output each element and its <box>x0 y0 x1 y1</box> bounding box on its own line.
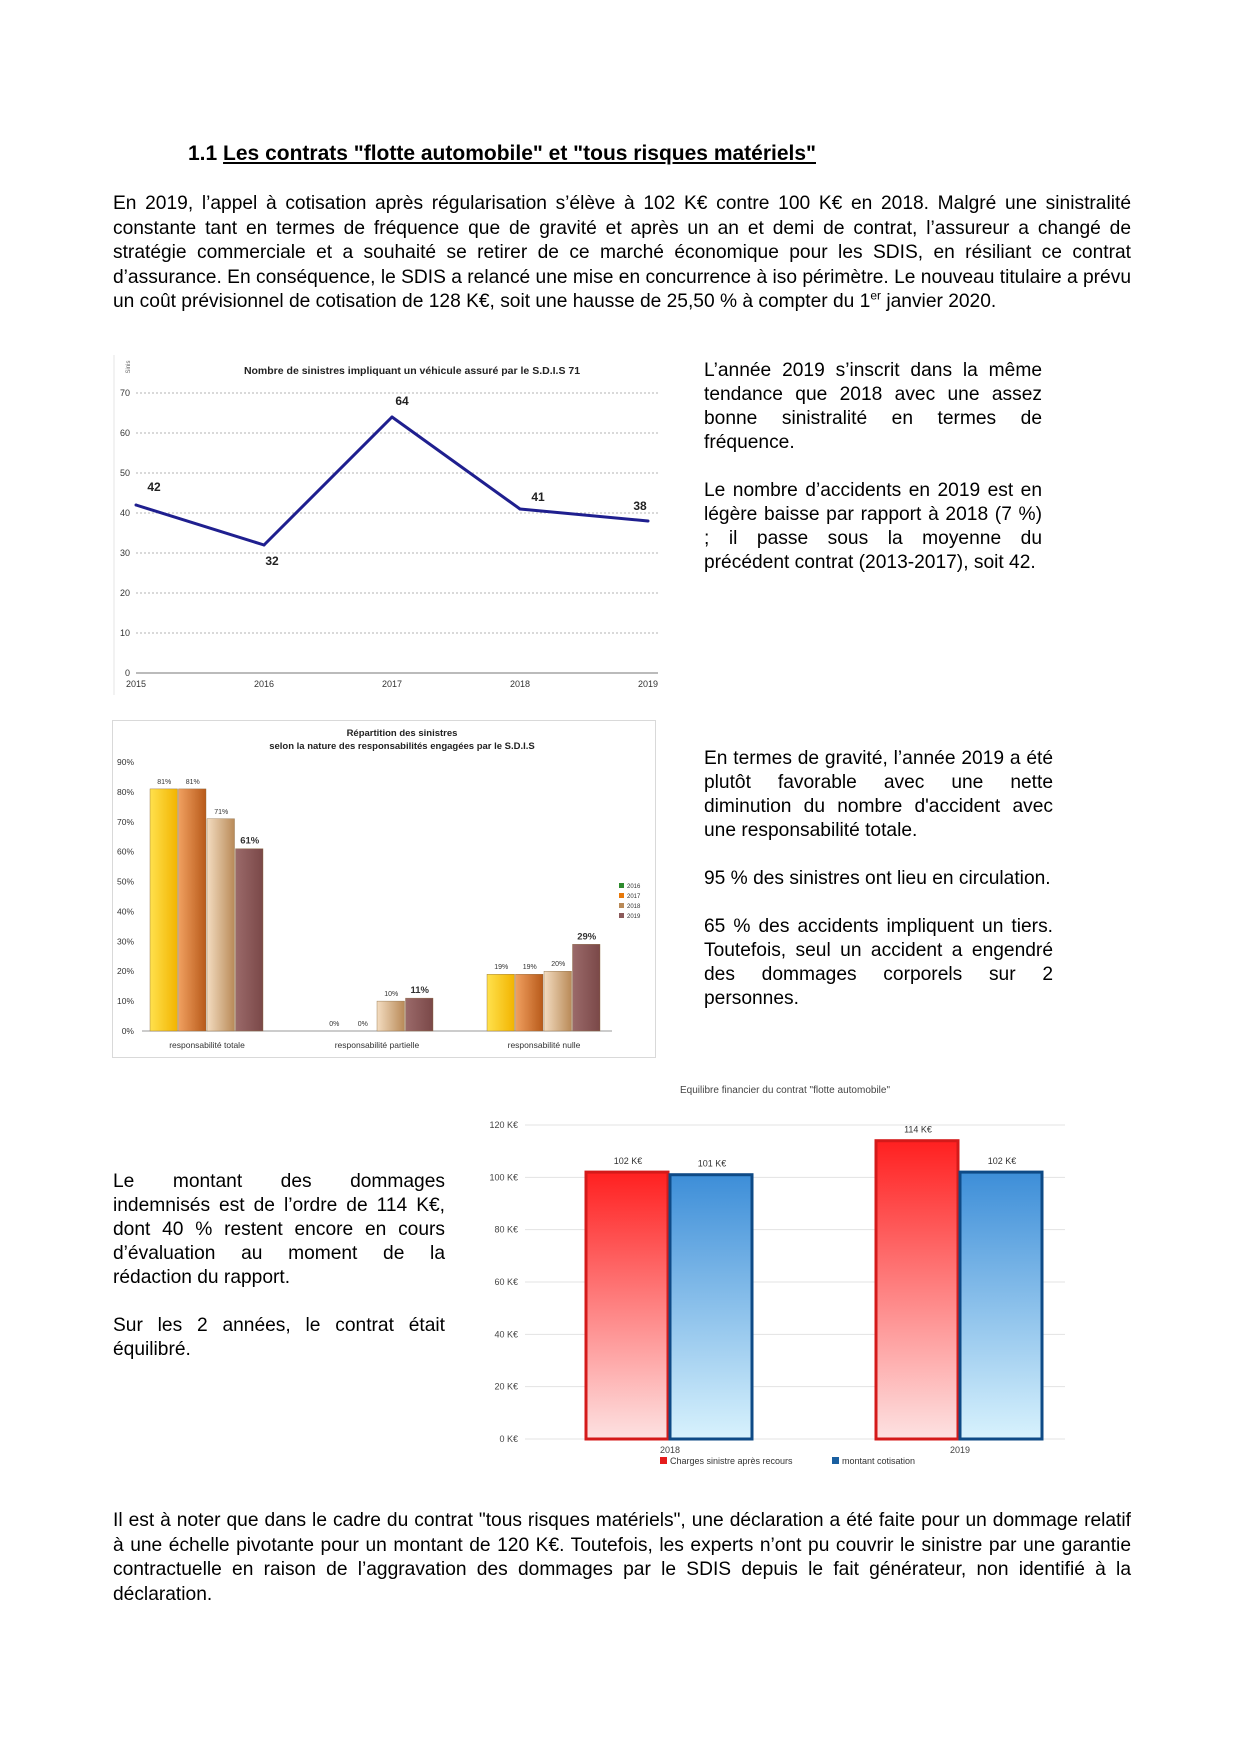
chart3-bar <box>586 1172 668 1439</box>
chart2-bar <box>207 819 235 1031</box>
chart1-xtick: 2015 <box>125 679 147 689</box>
chart2-bar-label: 11% <box>410 985 429 997</box>
chart2-title: Répartition des sinistres <box>346 728 458 739</box>
chart1-data-label: 42 <box>147 480 161 494</box>
chart2-bar-label: 20% <box>551 961 566 969</box>
chart1-point <box>391 416 394 419</box>
chart2-bar-label: 61% <box>240 835 260 847</box>
chart3-legend-swatch <box>832 1457 839 1464</box>
frequency-paragraph-2: Le nombre d’accidents en 2019 est en légère baisse par rapport à 2018 (7 %) ; il passe sous la moyenne du précédent contrat (2013-2017), soit 42. <box>704 480 1042 573</box>
chart1-xtick: 2019 <box>637 679 659 689</box>
chart2-legend-swatch <box>619 893 624 898</box>
chart1-ylabel: Sinis <box>126 360 132 374</box>
section-heading <box>188 142 816 166</box>
chart3-bar <box>670 1175 752 1439</box>
chart2-ytick: 50% <box>116 876 134 887</box>
chart2-legend-swatch <box>619 883 624 888</box>
chart1-ytick: 30 <box>119 548 130 558</box>
chart1-point <box>135 504 138 507</box>
chart2-legend-label: 2018 <box>627 904 641 910</box>
chart3-ytick: 120 K€ <box>489 1120 518 1130</box>
chart2-ytick: 10% <box>116 996 134 1007</box>
chart2-ytick: 30% <box>116 936 134 947</box>
intro-text: En 2019, l’appel à cotisation après régularisation s’élève à 102 K€ contre 100 K€ en 2018. Malgré une sinistralité constante tant en termes de fréquence que de gravité et après un an et demi de contrat, l’assureur a changé de stratégie commerciale et a souhaité se retirer de ce marché économique pour les SDIS, en résiliant ce contrat d’assurance. En conséquence, le SDIS a relancé une mise en concurrence à iso périmètre. Le nouveau titulaire a prévu un coût prévisionnel de cotisation de 128 K€, soit une hausse de 25,50 % à compter du 1 <box>113 193 1131 312</box>
chart1-ytick: 60 <box>119 428 130 438</box>
financial-paragraph-2: Sur les 2 années, le contrat était équilibré. <box>113 1315 445 1360</box>
intro-sup: er <box>870 288 882 303</box>
chart3-bar-label: 114 K€ <box>904 1124 932 1135</box>
chart2-ytick: 80% <box>116 786 134 797</box>
chart1-data-label: 41 <box>531 490 545 504</box>
chart2-bar-label: 19% <box>494 964 509 972</box>
chart2-bar <box>377 1001 405 1031</box>
chart1-point <box>263 544 266 547</box>
chart2-bar-label: 81% <box>157 778 172 786</box>
chart3-legend-swatch <box>660 1457 667 1464</box>
chart2-ytick: 60% <box>116 846 134 857</box>
chart2-bar <box>236 849 264 1031</box>
chart2-bar <box>179 789 207 1031</box>
chart2-bar <box>487 974 515 1031</box>
chart1-title: Nombre de sinistres impliquant un véhicule assuré par le S.D.I.S 71 <box>243 365 581 377</box>
chart1-point <box>647 520 650 523</box>
chart1-point <box>519 508 522 511</box>
chart2-legend-label: 2019 <box>627 914 641 920</box>
chart2-legend-swatch <box>619 903 624 908</box>
chart1-ytick: 70 <box>119 388 130 398</box>
line-chart-sinistres <box>112 355 672 700</box>
chart3-bar <box>960 1172 1042 1439</box>
chart2-bar <box>544 971 572 1031</box>
chart2-bar-label: 81% <box>185 778 200 786</box>
chart2-ytick: 70% <box>116 816 134 827</box>
chart3-bar-label: 102 K€ <box>613 1156 643 1167</box>
chart2-ytick: 20% <box>116 966 134 977</box>
bar-chart-responsabilites <box>112 720 656 1058</box>
side-text-frequency <box>704 359 1042 599</box>
chart3-bar <box>876 1141 958 1439</box>
chart2-bar <box>406 998 434 1031</box>
chart3-ytick: 100 K€ <box>489 1172 518 1183</box>
chart1-ytick: 20 <box>119 588 130 598</box>
chart2-ytick: 40% <box>116 906 134 917</box>
chart3-bar-label: 101 K€ <box>697 1158 727 1169</box>
chart2-bar <box>573 944 601 1031</box>
chart2-ytick: 90% <box>116 757 134 767</box>
chart2-bar-label: 10% <box>384 991 399 999</box>
chart3-category-label: 2019 <box>949 1445 971 1455</box>
chart2-legend-label: 2016 <box>627 884 641 890</box>
chart2-bar-label: 0% <box>329 1021 340 1028</box>
chart3-legend-label: Charges sinistre après recours <box>670 1456 793 1466</box>
section-title: Les contrats "flotte automobile" et "tous risques matériels" <box>223 142 816 165</box>
chart3-ytick: 80 K€ <box>494 1224 518 1235</box>
frequency-paragraph-1: L’année 2019 s’inscrit dans la même tendance que 2018 avec une assez bonne sinistralité en termes de fréquence. <box>704 360 1042 453</box>
chart3-title: Equilibre financier du contrat "flotte automobile" <box>680 1085 890 1096</box>
gravity-paragraph-1: En termes de gravité, l’année 2019 a été plutôt favorable avec une nette diminution du nombre d'accident avec une responsabilité totale. <box>704 748 1053 841</box>
financial-paragraph-1: Le montant des dommages indemnisés est de l’ordre de 114 K€, dont 40 % restent encore en cours d’évaluation au moment de la rédaction du rapport. <box>113 1171 445 1288</box>
intro-tail: janvier 2020. <box>881 291 997 312</box>
chart2-bar <box>150 789 178 1031</box>
chart1-ytick: 40 <box>119 508 130 518</box>
chart2-legend-swatch <box>619 913 624 918</box>
chart1-ytick: 50 <box>119 468 130 478</box>
chart1-xtick: 2018 <box>509 679 531 689</box>
chart1-ytick: 10 <box>119 628 130 638</box>
chart3-ytick: 40 K€ <box>494 1329 518 1340</box>
chart2-category-label: responsabilité totale <box>169 1040 245 1050</box>
chart1-ytick: 0 <box>124 668 130 678</box>
chart2-bar-label: 29% <box>577 931 597 943</box>
chart1-xtick: 2017 <box>381 679 403 689</box>
chart2-bar-label: 19% <box>522 964 537 972</box>
intro-paragraph <box>113 192 1131 315</box>
chart2-bar-label: 0% <box>357 1021 368 1028</box>
chart2-subtitle: selon la nature des responsabilités engagées par le S.D.I.S <box>269 741 535 752</box>
section-number: 1.1 <box>188 142 218 165</box>
chart3-ytick: 0 K€ <box>499 1434 518 1444</box>
chart2-bar-label: 71% <box>214 808 229 816</box>
chart1-data-label: 32 <box>265 554 279 568</box>
gravity-paragraph-3: 65 % des accidents impliquent un tiers. Toutefois, seul un accident a engendré des dommages corporels sur 2 personnes. <box>704 916 1053 1009</box>
chart2-bar <box>516 974 544 1031</box>
chart2-ytick: 0% <box>121 1026 134 1036</box>
chart2-legend-label: 2017 <box>627 894 641 900</box>
chart2-category-label: responsabilité nulle <box>507 1040 581 1050</box>
gravity-paragraph-2: 95 % des sinistres ont lieu en circulation. <box>704 868 1051 889</box>
side-text-gravity <box>704 747 1053 1035</box>
bar-chart-equilibre-financier <box>470 1075 1070 1485</box>
chart3-ytick: 20 K€ <box>494 1381 518 1392</box>
chart1-xtick: 2016 <box>253 679 275 689</box>
chart2-category-label: responsabilité partielle <box>334 1040 420 1050</box>
side-text-financial <box>113 1170 445 1386</box>
chart3-legend-label: montant cotisation <box>842 1456 916 1466</box>
chart3-ytick: 60 K€ <box>494 1277 518 1287</box>
chart1-data-label: 38 <box>633 499 647 513</box>
closing-paragraph: Il est à noter que dans le cadre du contrat "tous risques matériels", une déclaration a été faite pour un dommage relatif à une échelle pivotante pour un montant de 120 K€. Toutefois, les experts n’ont pu couvrir le sinistre par une garantie contractuelle en raison de l’aggravation des dommages par le SDIS depuis le fait générateur, non identifié à la déclaration. <box>113 1510 1131 1605</box>
chart3-bar-label: 102 K€ <box>987 1156 1017 1167</box>
chart3-category-label: 2018 <box>659 1445 681 1455</box>
chart1-data-label: 64 <box>395 394 409 408</box>
chart1-series-line <box>136 417 648 545</box>
